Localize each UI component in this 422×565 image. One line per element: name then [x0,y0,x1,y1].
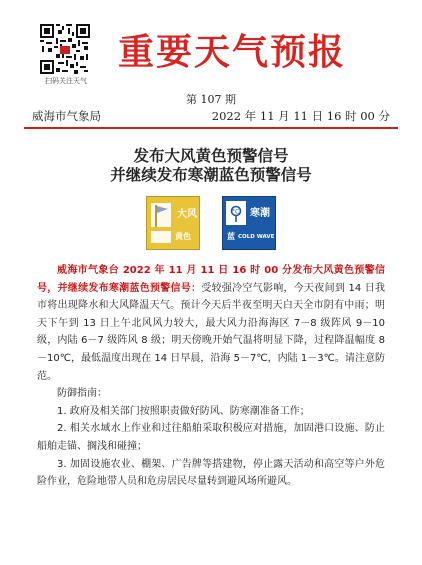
cold-signal-level: 蓝 [227,232,235,241]
lead-bold-text: 警信号，并继续发布寒潮蓝色预警信号： [37,265,386,294]
guide-item-1: 1. 政府及相关部门按照职责做好防风、防寒潮准备工作； [57,405,310,417]
issue-datetime: 2022 年 11 月 11 日 16 时 00 分 [211,109,390,123]
wind-yellow-signal-icon [146,196,200,250]
lead-paragraph [37,262,385,385]
lead-rest-text: 受较强冷空气影响，今天夜间到 14 日我市将出现降水和大风降温天气。预计今天后半夜至明天白天全市阴有中雨；明天下午到 13 日上午北风风力较大，最大风力沿海海区 7－8 级阵风 9－10 级，内陆 6－7 级阵风 8 级；明天傍晚开始气温将明显下降，过程降温幅度 8－10℃，最低温度出现在 14 日早晨，沿海 5－7℃，内陆 1－3℃。请注意防范。 [37,282,385,382]
page-title: 重要天气预报 [118,31,347,73]
cold-signal-title: 寒潮 [250,208,270,219]
guide-title: 防御指南： [57,388,107,400]
guide-item-3: 3. 加固设施农业、棚架、广告牌等搭建物，停止露天活动和高空等户外危险作业，危险地带人员和危房居民尽量转到避风场所避风。 [37,458,385,488]
svg-text:°C: °C [232,208,240,216]
qr-caption: 扫码关注天气 [45,77,87,85]
header-divider [24,127,398,129]
cold-signal-english: COLD WAVE [238,234,275,240]
warning-body [37,262,385,491]
headline-line-1: 发布大风黄色预警信号 [133,147,289,165]
issue-number: 第 107 期 [186,93,236,106]
cold-wave-blue-signal-icon [222,196,276,250]
guide-item-2: 2. 相关水域水上作业和过往船舶采取积极应对措施，加固港口设施、防止船舶走锚、搁浅和碰撞； [37,423,385,452]
wind-signal-level: 黄色 [175,232,191,241]
agency-name: 威海市气象局 [32,109,101,123]
lead-red-text: 威海市气象台 2022 年 11 月 11 日 16 时 00 分发布大风黄色预 [57,265,365,276]
headline-line-2: 并继续发布寒潮蓝色预警信号 [110,166,312,184]
wind-signal-title: 大风 [177,209,197,220]
qr-code[interactable] [40,24,90,74]
